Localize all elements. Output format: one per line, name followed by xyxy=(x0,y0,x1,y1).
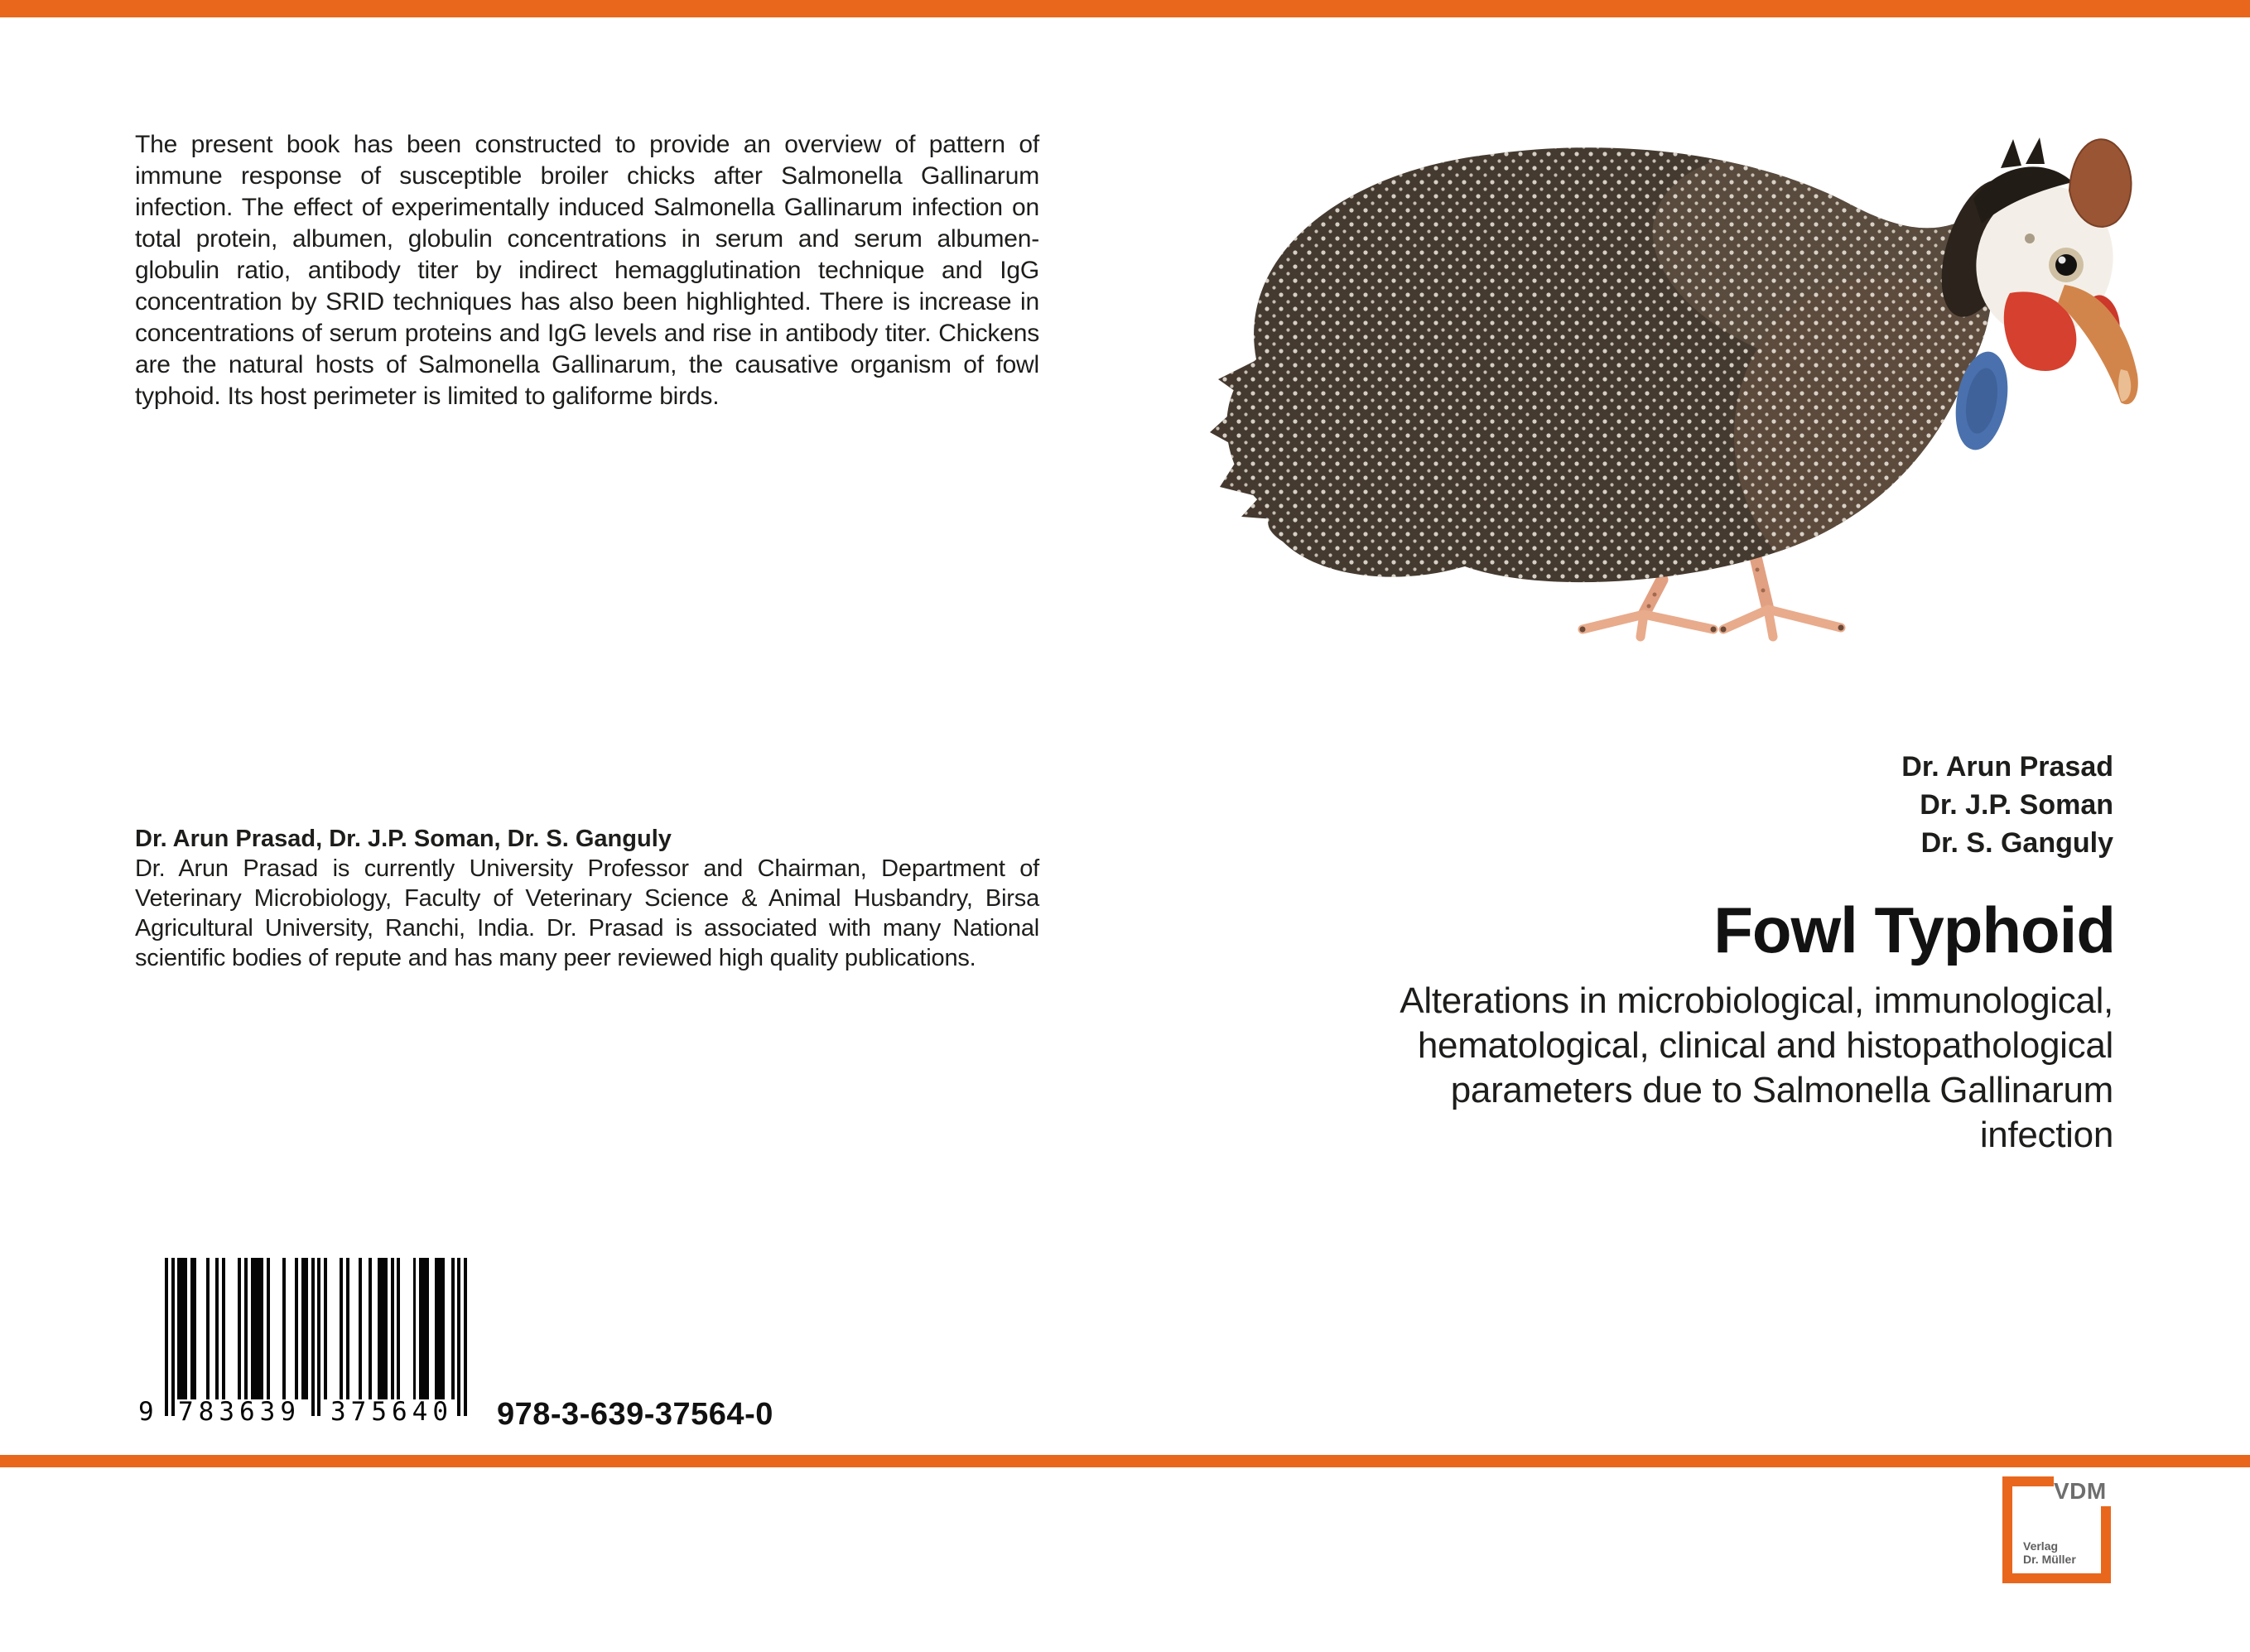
subtitle-line: Alterations in microbiological, immunological, xyxy=(1400,980,2113,1021)
barcode-bar xyxy=(165,1258,168,1416)
logo-frame-bottom xyxy=(2002,1573,2111,1583)
barcode-bar xyxy=(244,1258,248,1399)
barcode-bar xyxy=(413,1258,417,1399)
top-orange-stripe xyxy=(0,0,2250,17)
barcode-bar xyxy=(346,1258,349,1399)
barcode-digits-right: 375640 xyxy=(330,1397,453,1427)
publisher-subtitle xyxy=(2023,1539,2076,1566)
logo-frame-top xyxy=(2002,1476,2054,1486)
logo-frame-right xyxy=(2101,1506,2111,1583)
author-name: Dr. J.P. Soman xyxy=(1920,789,2113,821)
barcode-bar xyxy=(451,1258,455,1399)
barcode-bar xyxy=(295,1258,298,1399)
barcode-bar xyxy=(194,1258,197,1399)
barcode-bar xyxy=(267,1258,270,1399)
barcode-bar xyxy=(311,1258,315,1416)
logo-frame-left xyxy=(2002,1476,2012,1583)
barcode-bar xyxy=(384,1258,388,1399)
barcode-bar xyxy=(222,1258,225,1399)
author-names xyxy=(1901,748,2113,862)
publisher-name: VDM xyxy=(2054,1478,2107,1504)
subtitle-line: parameters due to Salmonella Gallinarum xyxy=(1450,1070,2113,1110)
author-name: Dr. S. Ganguly xyxy=(1920,827,2113,859)
barcode-digits-left: 783639 xyxy=(178,1397,301,1427)
bottom-orange-stripe xyxy=(0,1455,2250,1467)
barcode-bar xyxy=(426,1258,429,1399)
barcode-digit-first: 9 xyxy=(138,1397,154,1427)
subtitle-line: infection xyxy=(1979,1115,2113,1155)
book-title: Fowl Typhoid xyxy=(1713,893,2115,966)
barcode-bar xyxy=(282,1258,286,1399)
guinea-fowl-photo xyxy=(1193,123,2171,643)
author-name: Dr. Arun Prasad xyxy=(1901,751,2113,783)
book-subtitle xyxy=(1400,979,2113,1158)
barcode-bar xyxy=(441,1258,445,1399)
barcode-bar xyxy=(397,1258,400,1399)
barcode-bar xyxy=(457,1258,460,1416)
guinea-fowl-illustration xyxy=(1193,123,2171,643)
barcode-bar xyxy=(238,1258,241,1399)
barcode-bar xyxy=(359,1258,362,1399)
barcode-bar xyxy=(260,1258,263,1399)
synopsis-text: The present book has been constructed to provide an overview of pattern of immune response of susceptible broiler chicks after Salmonella Gallinarum infection. The effect of experimentally induced Salmonella Gallinarum infection on total protein, albumen, globulin concentrations in serum and serum albumen-globulin ratio, antibody titer by indirect hemagglutination technique and IgG concentration by SRID techniques has also been highlighted. There is increase in concentrations of serum proteins and IgG levels and rise in antibody titer. Chickens are the natural hosts of Salmonella Gallinarum, the causative organism of fowl typhoid. Its host perimeter is limited to galiforme birds. xyxy=(135,131,1039,410)
isbn-text: 978-3-639-37564-0 xyxy=(497,1397,773,1432)
barcode-bar xyxy=(305,1258,308,1399)
barcode-bar xyxy=(206,1258,210,1399)
barcode-bar xyxy=(464,1258,467,1416)
author-bio-text: Dr. Arun Prasad is currently University Professor and Chairman, Department of Veterinary Microbiology, Faculty of Veterinary Science & Animal Husbandry, Birsa Agricultural University, Ranchi, India. Dr. Prasad is associated with many National scientific bodies of repute and has many peer reviewed high quality publications. xyxy=(135,855,1039,971)
barcode-bar xyxy=(215,1258,219,1399)
author-bio-block xyxy=(135,824,1039,973)
barcode-bar xyxy=(340,1258,343,1399)
barcode-bar xyxy=(391,1258,394,1399)
barcode-bar xyxy=(317,1258,320,1416)
publisher-subtitle-line2: Dr. Müller xyxy=(2023,1553,2076,1566)
barcode-bar xyxy=(184,1258,187,1399)
barcode xyxy=(138,1258,494,1436)
barcode-bar xyxy=(324,1258,327,1399)
barcode-bar xyxy=(171,1258,175,1416)
subtitle-line: hematological, clinical and histopathological xyxy=(1417,1025,2113,1066)
barcode-bar xyxy=(369,1258,372,1399)
publisher-logo xyxy=(2002,1476,2111,1583)
publisher-subtitle-line1: Verlag xyxy=(2023,1539,2059,1553)
author-bio-names: Dr. Arun Prasad, Dr. J.P. Soman, Dr. S. Ganguly xyxy=(135,826,672,852)
